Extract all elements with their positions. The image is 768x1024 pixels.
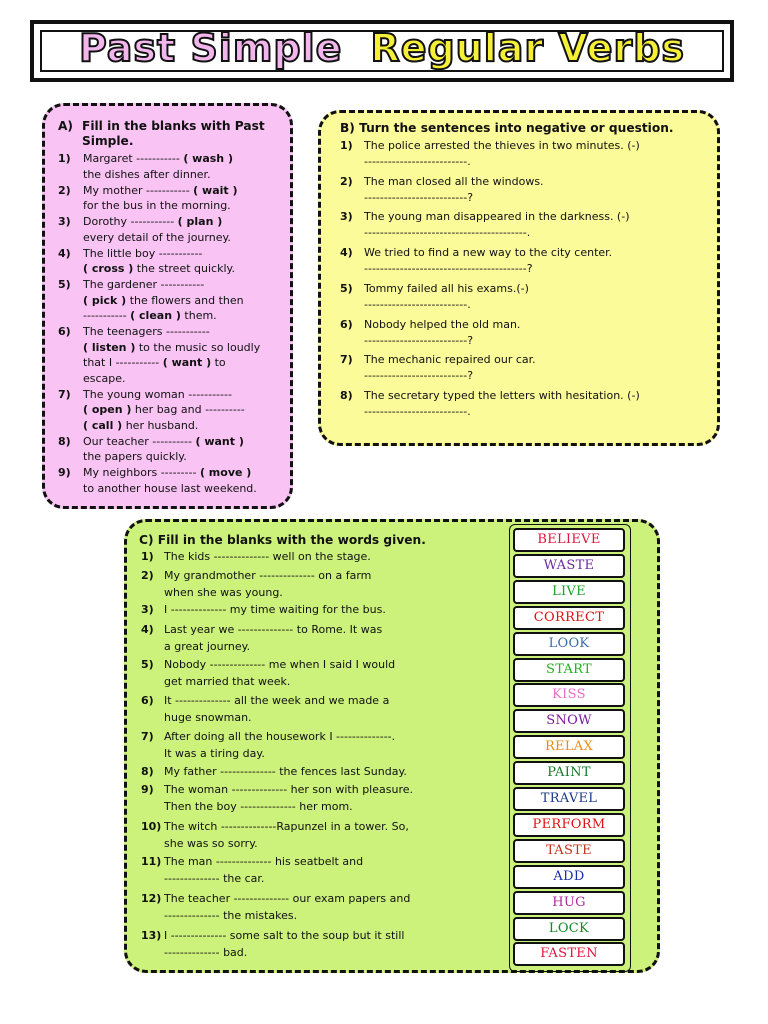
section-a-item-number: 6) <box>58 325 71 338</box>
section-c-item-line: Last year we -------------- to Rome. It was <box>164 623 383 636</box>
section-c-item-number: 1) <box>141 550 154 563</box>
page-title <box>34 26 730 70</box>
section-c-item-line: -------------- bad. <box>164 946 248 959</box>
word-bank-item <box>513 891 625 915</box>
word-bank-item <box>513 658 625 682</box>
section-b-item-number: 1) <box>340 139 353 152</box>
verb-hint: ( pick ) <box>83 293 127 307</box>
section-b-sentence: The secretary typed the letters with hesitation. (-) <box>364 389 640 402</box>
word-bank-word: TASTE <box>546 842 592 858</box>
word-bank-word: LOCK <box>548 920 590 936</box>
section-a-item-line: to another house last weekend. <box>83 481 257 495</box>
section-b-blank: --------------------------. <box>364 405 471 418</box>
section-b-blank: --------------------------. <box>364 298 471 311</box>
section-c-item-line: My grandmother -------------- on a farm <box>164 569 372 582</box>
word-bank-item <box>513 528 625 552</box>
section-c-item-line: -------------- the mistakes. <box>164 909 298 922</box>
section-b-item-number: 7) <box>340 353 353 366</box>
title-part-regular-verbs: Regular Verbs <box>370 26 686 70</box>
section-b-blank: --------------------------. <box>364 155 471 168</box>
section-c-item-line: It was a tiring day. <box>164 747 265 760</box>
word-bank-word: PAINT <box>547 765 591 781</box>
section-a-item-line: Margaret ----------- ( wash ) <box>83 152 233 165</box>
section-c-item-line: when she was young. <box>164 586 283 599</box>
word-bank-word: LIVE <box>552 583 586 599</box>
section-c-item-line: get married that week. <box>164 675 291 688</box>
section-a-item-line: the papers quickly. <box>83 450 187 463</box>
section-b-sentence: Tommy failed all his exams.(-) <box>364 282 529 295</box>
section-a-item-line: ( cross ) the street quickly. <box>83 262 235 275</box>
section-a-item-number: 5) <box>58 278 71 291</box>
verb-hint: ( cross ) <box>83 262 134 275</box>
word-bank-item <box>513 554 625 578</box>
section-a-item-line: escape. <box>83 371 126 385</box>
section-c-item-number: 12) <box>141 892 162 905</box>
word-bank-item <box>513 735 625 759</box>
section-c-item-line: huge snowman. <box>164 711 252 724</box>
section-c-item-line: The teacher -------------- our exam papers and <box>164 892 411 905</box>
word-bank-word: WASTE <box>543 557 595 573</box>
word-bank-word: START <box>546 661 592 677</box>
word-bank-item <box>513 839 625 863</box>
word-bank-item <box>513 683 625 707</box>
section-a-heading-line1: Fill in the blanks with Past <box>82 119 265 133</box>
word-bank-word: BELIEVE <box>537 532 601 547</box>
section-b-sentence: Nobody helped the old man. <box>364 318 521 331</box>
verb-hint: ( clean ) <box>130 309 181 322</box>
section-a-item-line: that I ----------- ( want ) to <box>83 356 226 369</box>
section-a-item-number: 9) <box>58 466 71 479</box>
section-c-item-number: 11) <box>141 855 162 868</box>
section-c-item-number: 2) <box>141 569 154 582</box>
section-b-heading: B) Turn the sentences into negative or question. <box>340 121 674 135</box>
word-bank-item <box>513 761 625 785</box>
section-b-item-number: 4) <box>340 246 353 259</box>
section-b-item-number: 5) <box>340 282 353 295</box>
section-a-item-line: The little boy ----------- <box>83 246 203 260</box>
verb-hint: ( wash ) <box>183 152 233 165</box>
section-c-item-number: 3) <box>141 603 154 616</box>
section-c-item-line: I -------------- my time waiting for the bus. <box>164 603 386 616</box>
section-a-item-line: My mother ----------- ( wait ) <box>83 183 238 197</box>
section-b-item-number: 2) <box>340 175 353 188</box>
section-c-item-line: After doing all the housework I --------------. <box>164 730 396 743</box>
title-banner <box>30 20 734 82</box>
section-b-item-number: 8) <box>340 389 353 402</box>
section-a-item-line: Our teacher ---------- ( want ) <box>83 434 244 448</box>
verb-hint: ( call ) <box>83 418 123 432</box>
word-bank-word: HUG <box>552 894 586 910</box>
word-bank-word: CORRECT <box>533 609 605 625</box>
section-c-item-number: 8) <box>141 765 154 778</box>
word-bank-word: PERFORM <box>532 816 606 832</box>
word-bank-item <box>513 580 625 604</box>
section-a-letter: A) <box>58 119 74 133</box>
section-c-item-line: It -------------- all the week and we made a <box>164 694 390 707</box>
verb-hint: ( want ) <box>195 434 244 448</box>
word-bank-word: SNOW <box>546 713 592 729</box>
word-bank-word: KISS <box>552 687 586 703</box>
section-b-sentence: We tried to find a new way to the city center. <box>364 246 613 259</box>
word-bank-item <box>513 813 625 837</box>
section-b-sentence: The man closed all the windows. <box>364 175 544 188</box>
word-bank-item <box>513 865 625 889</box>
word-bank-item <box>513 942 625 966</box>
section-b-blank: -----------------------------------------. <box>364 226 531 239</box>
section-c-item-number: 13) <box>141 929 162 942</box>
section-c-item-line: My father -------------- the fences last Sunday. <box>164 765 407 778</box>
section-a-item-line: My neighbors --------- ( move ) <box>83 466 252 479</box>
verb-hint: ( open ) <box>83 403 132 416</box>
section-a-item-number: 7) <box>58 387 71 401</box>
section-b-sentence: The police arrested the thieves in two minutes. (-) <box>364 139 640 152</box>
section-c-item-line: The man -------------- his seatbelt and <box>164 855 364 868</box>
section-c-item-line: The woman -------------- her son with pleasure. <box>164 783 413 796</box>
section-c-item-line: she was so sorry. <box>164 837 258 850</box>
section-c-item-number: 5) <box>141 658 154 671</box>
section-b-blank: --------------------------? <box>364 369 474 382</box>
section-c-item-line: I -------------- some salt to the soup but it still <box>164 929 405 942</box>
section-b-blank: --------------------------? <box>364 334 474 347</box>
section-a-item-number: 8) <box>58 434 71 448</box>
section-a-item-line: The young woman ----------- <box>83 387 232 401</box>
section-b-blank: -----------------------------------------? <box>364 262 533 275</box>
verb-hint: ( move ) <box>199 466 252 479</box>
word-bank-word: FASTEN <box>540 946 598 962</box>
section-b-item-number: 3) <box>340 210 353 223</box>
section-a-item-line: Dorothy ----------- ( plan ) <box>83 215 223 228</box>
title-part-past-simple: Past Simple <box>78 26 343 70</box>
word-bank-item <box>513 632 625 656</box>
section-a-item-number: 3) <box>58 215 71 228</box>
word-bank-item <box>513 709 625 733</box>
section-a-item-line: for the bus in the morning. <box>83 199 231 212</box>
section-c-heading: C) Fill in the blanks with the words given. <box>139 533 426 547</box>
word-bank-item <box>513 787 625 811</box>
section-c-item-line: The witch --------------Rapunzel in a tower. So, <box>164 820 409 833</box>
section-c-item-line: Nobody -------------- me when I said I would <box>164 658 396 671</box>
section-a-item-line: ----------- ( clean ) them. <box>83 309 217 322</box>
verb-hint: ( wait ) <box>193 183 238 197</box>
section-b-sentence: The young man disappeared in the darkness. (-) <box>364 210 630 223</box>
section-a-item-line: ( listen ) to the music so loudly <box>83 340 261 354</box>
section-c-item-line: The kids -------------- well on the stage. <box>164 550 371 563</box>
section-b-blank: --------------------------? <box>364 191 474 204</box>
word-bank-word: LOOK <box>548 635 590 651</box>
word-bank-word: TRAVEL <box>540 791 598 806</box>
verb-hint: ( listen ) <box>83 340 136 354</box>
section-a-item-line: every detail of the journey. <box>83 230 231 244</box>
section-c-item-number: 9) <box>141 783 154 796</box>
word-bank-item <box>513 917 625 941</box>
section-c-item-number: 10) <box>141 820 162 833</box>
section-c-item-number: 6) <box>141 694 154 707</box>
section-a-item-line: The teenagers ----------- <box>83 325 210 338</box>
section-a-item-line: ( call ) her husband. <box>83 418 199 432</box>
section-a-item-number: 4) <box>58 246 71 260</box>
verb-hint: ( plan ) <box>177 215 223 228</box>
word-bank-item <box>513 606 625 630</box>
section-c-item-line: -------------- the car. <box>164 872 265 885</box>
section-a-item-line: The gardener ----------- <box>83 278 205 291</box>
section-c-item-line: a great journey. <box>164 640 251 653</box>
section-a-item-number: 1) <box>58 152 71 165</box>
verb-hint: ( want ) <box>162 356 212 369</box>
section-c-item-number: 7) <box>141 730 154 743</box>
section-a-item-line: the dishes after dinner. <box>83 167 211 181</box>
section-b-item-number: 6) <box>340 318 353 331</box>
section-a-heading-line2: Simple. <box>82 134 134 148</box>
section-c-item-line: Then the boy -------------- her mom. <box>164 800 353 813</box>
section-c-item-number: 4) <box>141 623 154 636</box>
word-bank-word: RELAX <box>544 739 594 755</box>
section-a-item-line: ( pick ) the flowers and then <box>83 293 244 307</box>
section-b-sentence: The mechanic repaired our car. <box>364 353 536 366</box>
section-a-item-line: ( open ) her bag and ---------- <box>83 403 245 416</box>
section-a-item-number: 2) <box>58 183 71 197</box>
word-bank-word: ADD <box>553 868 585 884</box>
